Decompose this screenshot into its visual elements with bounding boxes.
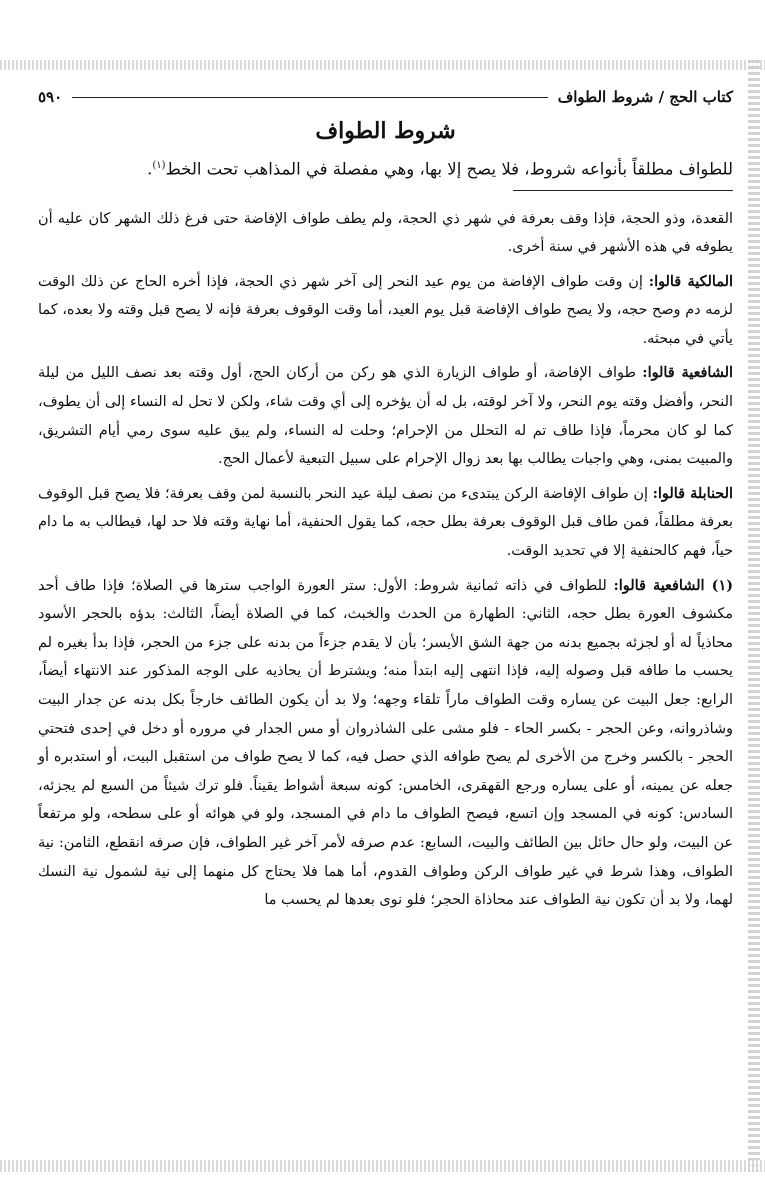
top-ornamental-border (0, 60, 765, 70)
footnote-paragraph-1-shafii (38, 572, 733, 915)
school-label: الشافعية قالوا: (642, 364, 734, 382)
paragraph-text: إن طواف الإفاضة الركن يبتدىء من نصف ليلة عيد النحر بالنسبة لمن وقف بعرفة؛ فلا يصح قبل الوقوف بعرفة مطلقاً، فمن طاف قبل الوقوف بعرفة بطل حجه، كما يقول الحنفية، أما نهاية وقته فلا حد لها، فيطالب به ما دام حياً، فهم كالحنفية إلا في تحديد الوقت. (38, 485, 733, 560)
book-page (38, 80, 733, 921)
paragraph-text: القعدة، وذو الحجة، فإذا وقف بعرفة في شهر ذي الحجة، ولم يطف طواف الإفاضة حتى فرغ ذلك الشهر كان عليه أن يطوفه في هذه الأشهر في سنة أخرى. (38, 210, 733, 256)
intro-end: . (147, 159, 153, 179)
paragraph-text: إن وقت طواف الإفاضة من يوم عيد النحر إلى آخر شهر ذي الحجة، فإذا أخره الحاج عن ذلك الوقت لزمه دم وصح حجه، ولا يصح طواف الإفاضة قبل يوم العيد، أما وقت الوقوف بعرفة فإنه لا يصح قبل وقته ولا بعده، كما يأتي في مبحثه. (38, 273, 733, 347)
running-title: كتاب الحج / شروط الطواف (557, 88, 733, 106)
right-ornamental-border (748, 60, 760, 1172)
footnote-ref: (١) (152, 160, 166, 171)
school-label: المالكية قالوا: (648, 272, 733, 290)
paragraph-text: طواف الإفاضة، أو طواف الزيارة الذي هو ركن من أركان الحج، أول وقته بعد نصف الليل من ليلة النحر، وأفضل وقته يوم النحر، ولا آخر لوقته، بل له أن يؤخره إلى أي وقت شاء، ولكن لا تحل له النساء إلى أن يطوف، كما لو كان محرماً، فإذا طاف تم له التحلل من الإحرام؛ وحلت له النساء، ولم يبق عليه سوى رمي أيام التشريق، والمبيت بمنى، وهي واجبات يطالب بها بعد زوال الإحرام على سبيل التبعية لأعمال الحج. (38, 365, 733, 468)
footnote-paragraph-maliki (38, 268, 733, 354)
footnote-paragraph-continuation (38, 205, 733, 262)
intro-paragraph (38, 150, 733, 186)
footnote-paragraph-shafii (38, 359, 733, 473)
intro-text: للطواف مطلقاً بأنواعه شروط، فلا يصح إلا بها، وهي مفصلة في المذاهب تحت الخط (165, 159, 733, 179)
school-label: الحنابلة قالوا: (652, 484, 733, 502)
school-label: (١) الشافعية قالوا: (613, 576, 733, 594)
bottom-ornamental-border (0, 1160, 765, 1172)
header-rule (72, 97, 548, 98)
section-title: شروط الطواف (315, 118, 456, 144)
footnote-separator (513, 190, 733, 191)
running-header (38, 80, 733, 114)
page-number: ٥٩٠ (38, 88, 63, 106)
paragraph-text: للطواف في ذاته ثمانية شروط: الأول: ستر العورة الواجب سترها في الصلاة؛ فإذا طاف أحد مكشوف العورة بطل حجه، الثاني: الطهارة من الحدث والخبث، كما في الصلاة أيضاً، الثالث: بدؤه بالحجر الأسود محاذياً له أو لجزئه بجميع بدنه من جهة الشق الأيسر؛ بأن لا يقدم جزءاً من بدنه على جزء من الحجر، فإذا بدأ بغيره لم يحسب ما طافه قبل وصوله إليه، فإذا انتهى إليه ابتدأ منه؛ ويشترط أن يحاذيه على الوجه المذكور عند الانتهاء أيضاً، الرابع: جعل البيت عن يساره وقت الطواف ماراً تلقاء وجهه؛ ولا بد أن يكون الطائف خارجاً بكل بدنه عن جدار البيت وشاذروانه، وعن الحجر - بكسر الحاء - فلو مشى على الشاذروان أو مس الجدار في مروره أو دخل في إحدى فتحتي الحجر - بالكسر وخرج من الأخرى لم يصح طوافه الذي حصل فيه، كما لا يصح طواف من استقبل البيت، أو استدبره أو جعله عن يمينه، أو على يساره ورجع القهقرى، الخامس: كونه سبعة أشواط يقيناً. فلو ترك شيئاً من السبع لم يجزئه، السادس: كونه في المسجد وإن اتسع، فيصح الطواف ما دام في المسجد، ولو في هوائه أو على سطحه، ولو مرتفعاً عن البيت، ولو حال حائل بين الطائف والبيت، السابع: عدم صرفه لأمر آخر غير الطواف، فإن صرفه انقطع، الثامن: نية الطواف، وهذا شرط في غير طواف الركن وطواف القدوم، أما هما فلا يحتاج كل منهما إلى نية لشمول نية النسك لهما، ولا بد أن تكون نية الطواف عند محاذاة الحجر؛ فلو نوى بعدها لم يحسب ما (38, 577, 733, 909)
footnote-paragraph-hanbali (38, 480, 733, 566)
